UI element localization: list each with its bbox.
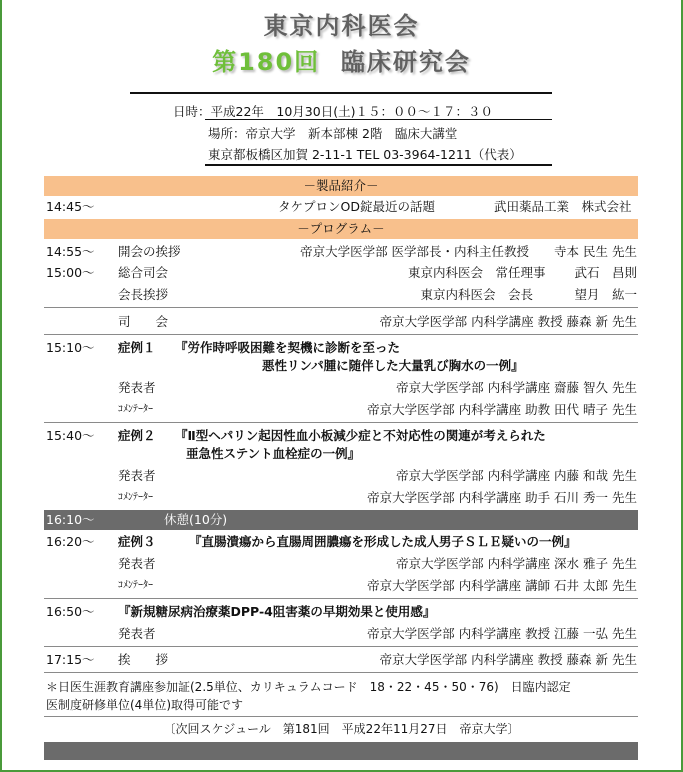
row-separator: [44, 672, 638, 673]
case2-time: 15:40～: [46, 428, 95, 443]
moderator-label: 司 会: [118, 314, 169, 329]
opening-time: 14:55～: [46, 244, 95, 259]
chair-time: 15:00～: [46, 265, 95, 280]
session-number: 第180回: [212, 48, 321, 76]
break-row: [44, 510, 638, 530]
moderator-speaker: 帝京大学医学部 内科学講座 教授 藤森 新 先生: [379, 314, 637, 329]
lecture-presenter-label: 発表者: [118, 626, 156, 641]
event-address: 東京都板橋区加賀 2-11-1 TEL 03-3964-1211（代表）: [208, 147, 522, 162]
row-separator: [44, 716, 638, 717]
next-schedule: 〔次回スケジュール 第181回 平成22年11月27日 帝京大学〕: [163, 722, 520, 736]
event-date: 日時：平成22年 10月30日(土)１５：００～１７：３０: [173, 104, 493, 119]
session-name: 臨床研究会: [340, 47, 471, 76]
case2-presenter: 帝京大学医学部 内科学講座 内藤 和哉 先生: [396, 468, 637, 483]
program-section-label: －プログラム－: [297, 221, 385, 236]
opening-label: 開会の挨拶: [118, 244, 181, 259]
case1-presenter: 帝京大学医学部 内科学講座 齋藤 智久 先生: [396, 380, 637, 395]
page-title: 東京内科医会: [263, 11, 420, 40]
header-divider-bottom: [205, 164, 552, 166]
president-speaker: 東京内科医会 会長 望月 紘一: [420, 287, 637, 302]
closing-time: 17:15～: [46, 652, 95, 667]
lecture-title: 『新規糖尿病治療薬DPP-4阻害薬の早期効果と使用感』: [118, 604, 436, 619]
lecture-time: 16:50～: [46, 604, 95, 619]
chair-label: 総合司会: [118, 265, 169, 280]
case1-commentator: 帝京大学医学部 内科学講座 助教 田代 晴子 先生: [367, 402, 637, 417]
footer-band: [44, 742, 638, 760]
case2-commentator-label: ｺﾒﾝﾃｰﾀｰ: [118, 492, 153, 503]
case1-title-line2: 悪性リンパ腫に随伴した大量乳び胸水の一例』: [262, 358, 524, 373]
case2-label: 症例２: [118, 428, 156, 443]
break-time: 16:10～: [46, 512, 95, 527]
case1-title-line1: 『労作時呼吸困難を契機に診断を至った: [175, 340, 401, 355]
row-separator: [44, 422, 638, 423]
closing-speaker: 帝京大学医学部 内科学講座 教授 藤森 新 先生: [379, 652, 637, 667]
row-separator: [44, 646, 638, 647]
header-divider-top: [130, 92, 552, 94]
lecture-presenter: 帝京大学医学部 内科学講座 教授 江藤 一弘 先生: [367, 626, 637, 641]
program-section-header: [44, 219, 638, 239]
case3-title: 『直腸潰瘍から直腸周囲膿瘍を形成した成人男子ＳＬＥ疑いの一例』: [189, 534, 577, 549]
case2-title-line1: 『Ⅱ型ヘパリン起因性血小板減少症と不対応性の関連が考えられた: [175, 428, 546, 443]
case1-label: 症例１: [118, 340, 156, 355]
case3-presenter: 帝京大学医学部 内科学講座 深水 雅子 先生: [396, 556, 637, 571]
row-separator: [44, 334, 638, 335]
session-title: [0, 42, 683, 77]
event-venue: 場所：帝京大学 新本部棟 2階 臨床大講堂: [208, 126, 458, 141]
break-label: 休憩(10分): [164, 512, 228, 527]
product-time: 14:45～: [46, 199, 95, 214]
case3-presenter-label: 発表者: [118, 556, 156, 571]
credit-note-line1: ＊日医生涯教育講座参加証(2.5単位、カリキュラムコード 18・22・45・50・76) 日臨内認定: [46, 680, 571, 694]
case3-label: 症例３: [118, 534, 156, 549]
row-separator: [44, 307, 638, 308]
product-section-header: [44, 176, 638, 196]
case3-time: 16:20～: [46, 534, 95, 549]
case2-presenter-label: 発表者: [118, 468, 156, 483]
case2-title-line2: 亜急性ステント血栓症の一例』: [186, 446, 361, 461]
product-section-label: －製品紹介－: [303, 178, 379, 193]
row-separator: [44, 598, 638, 599]
chair-speaker: 東京内科医会 常任理事 武石 昌則: [408, 265, 637, 280]
case3-commentator: 帝京大学医学部 内科学講座 講師 石井 太郎 先生: [367, 578, 637, 593]
header-divider-mid: [205, 119, 552, 120]
case2-commentator: 帝京大学医学部 内科学講座 助手 石川 秀一 先生: [367, 490, 637, 505]
case1-presenter-label: 発表者: [118, 380, 156, 395]
case3-commentator-label: ｺﾒﾝﾃｰﾀｰ: [118, 580, 153, 591]
president-label: 会長挨拶: [118, 287, 169, 302]
closing-label: 挨 拶: [118, 652, 169, 667]
case1-commentator-label: ｺﾒﾝﾃｰﾀｰ: [118, 404, 153, 415]
product-company: 武田薬品工業 株式会社: [494, 199, 632, 214]
opening-speaker: 帝京大学医学部 医学部長・内科主任教授 寺本 民生 先生: [300, 244, 637, 259]
credit-note-line2: 医制度研修単位(4単位)取得可能です: [46, 698, 243, 712]
case1-time: 15:10～: [46, 340, 95, 355]
product-topic: タケプロンOD錠最近の話題: [278, 199, 435, 214]
page-border-left: [0, 0, 2, 772]
